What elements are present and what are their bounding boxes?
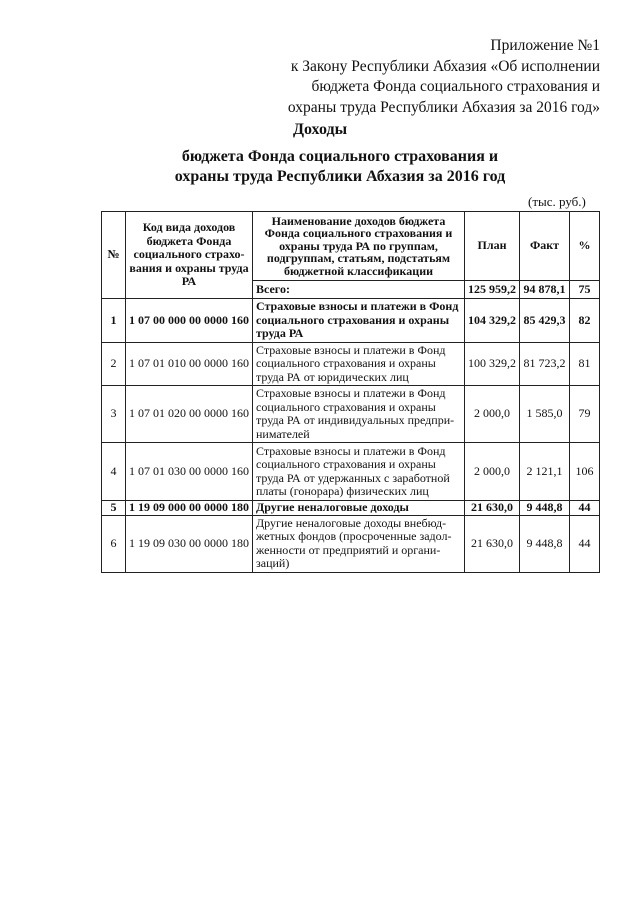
cell-plan: 2 000,0 <box>465 443 520 501</box>
cell-name: Другие неналоговые доходы <box>253 501 465 516</box>
table-row <box>102 386 600 443</box>
unit-label: (тыс. руб.) <box>528 194 586 209</box>
cell-code: 1 19 09 000 00 0000 180 <box>126 501 253 516</box>
table-row <box>102 299 600 343</box>
cell-fact: 1 585,0 <box>520 386 570 443</box>
cell-code: 1 07 00 000 00 0000 160 <box>126 299 253 343</box>
cell-plan: 21 630,0 <box>465 515 520 572</box>
cell-code: 1 07 01 010 00 0000 160 <box>126 342 253 386</box>
cell-name: Страховые взносы и платежи в Фонд социального страхования и охраны труда РА от юридических лиц <box>253 342 465 386</box>
cell-name: Другие неналоговые доходы внебюд-жетных фондов (просроченные задол-женности от предприятий и органи-заций) <box>253 515 465 572</box>
header-code: Код вида доходов бюджета Фонда социального страхо-вания и охраны труда РА <box>126 212 253 299</box>
cell-fact: 81 723,2 <box>520 342 570 386</box>
header-name: Наименование доходов бюджета Фонда социального страхования и охраны труда РА по группам, подгруппам, статьям, подстатьям бюджетной классификации <box>253 212 465 281</box>
appendix-line: Приложение №1 <box>490 37 600 54</box>
total-fact: 94 878,1 <box>520 281 570 299</box>
table-row <box>102 443 600 501</box>
cell-fact: 9 448,8 <box>520 501 570 516</box>
header-plan: План <box>465 212 520 281</box>
cell-num: 4 <box>102 443 126 501</box>
cell-num: 1 <box>102 299 126 343</box>
cell-fact: 9 448,8 <box>520 515 570 572</box>
cell-pct: 79 <box>570 386 600 443</box>
cell-pct: 106 <box>570 443 600 501</box>
page-title: Доходы <box>292 121 348 138</box>
cell-pct: 44 <box>570 515 600 572</box>
cell-plan: 2 000,0 <box>465 386 520 443</box>
header-fact: Факт <box>520 212 570 281</box>
appendix-note <box>288 36 600 118</box>
cell-code: 1 07 01 030 00 0000 160 <box>126 443 253 501</box>
cell-plan: 100 329,2 <box>465 342 520 386</box>
cell-name: Страховые взносы и платежи в Фонд социального страхования и охраны труда РА от индивидуальных предпри-нимателей <box>253 386 465 443</box>
cell-plan: 21 630,0 <box>465 501 520 516</box>
total-pct: 75 <box>570 281 600 299</box>
table-header-row <box>102 212 600 281</box>
subtitle-line: бюджета Фонда социального страхования и <box>181 148 499 165</box>
cell-fact: 2 121,1 <box>520 443 570 501</box>
cell-pct: 44 <box>570 501 600 516</box>
cell-pct: 82 <box>570 299 600 343</box>
table-row <box>102 515 600 572</box>
table-row <box>102 501 600 516</box>
revenue-table <box>101 211 600 573</box>
appendix-line: к Закону Республики Абхазия «Об исполнении <box>290 57 600 75</box>
cell-pct: 81 <box>570 342 600 386</box>
header-pct: % <box>570 212 600 281</box>
cell-fact: 85 429,3 <box>520 299 570 343</box>
cell-code: 1 19 09 030 00 0000 180 <box>126 515 253 572</box>
total-plan: 125 959,2 <box>465 281 520 299</box>
table-row <box>102 342 600 386</box>
header-num: № <box>102 212 126 299</box>
appendix-line: охраны труда Республики Абхазия за 2016 год» <box>287 98 600 116</box>
cell-name: Страховые взносы и платежи в Фонд социального страхования и охраны труда РА <box>253 299 465 343</box>
cell-num: 3 <box>102 386 126 443</box>
appendix-line: бюджета Фонда социального страхования и <box>311 78 600 95</box>
cell-code: 1 07 01 020 00 0000 160 <box>126 386 253 443</box>
page-subtitle <box>20 147 640 187</box>
cell-num: 6 <box>102 515 126 572</box>
subtitle-line: охраны труда Республики Абхазия за 2016 год <box>174 168 506 185</box>
cell-plan: 104 329,2 <box>465 299 520 343</box>
cell-num: 5 <box>102 501 126 516</box>
cell-num: 2 <box>102 342 126 386</box>
cell-name: Страховые взносы и платежи в Фонд социального страхования и охраны труда РА от удержанных с заработной платы (гонорара) физических лиц <box>253 443 465 501</box>
total-label: Всего: <box>253 281 465 299</box>
